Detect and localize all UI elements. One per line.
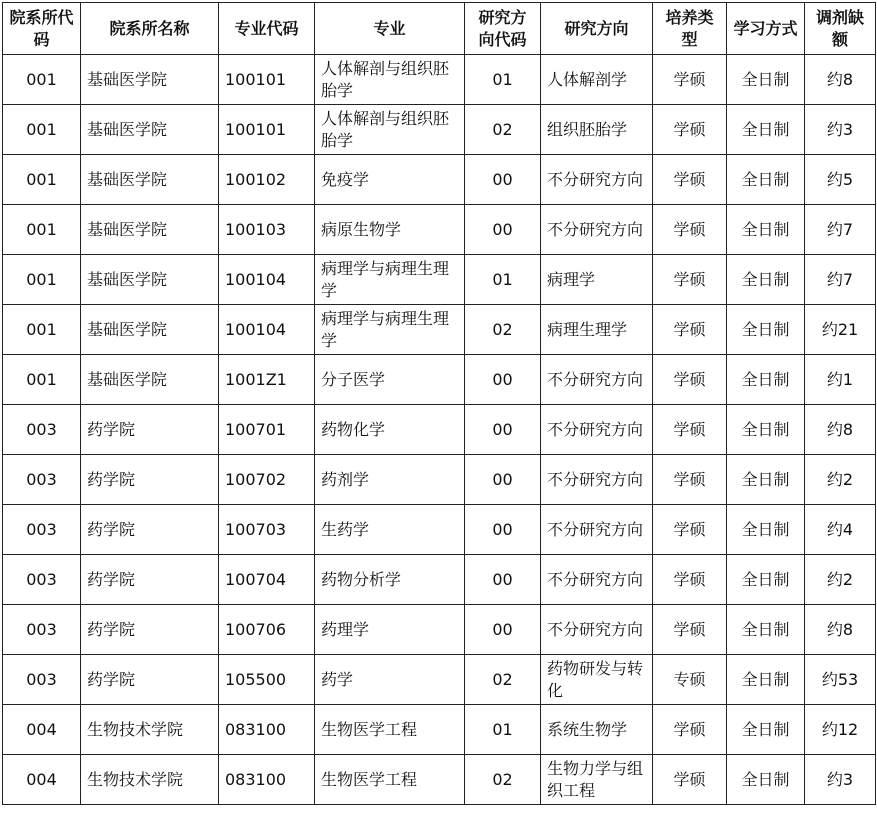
table-row — [3, 605, 876, 655]
major-cell: 生物医学工程 — [315, 705, 465, 755]
dept-name-cell: 基础医学院 — [81, 55, 219, 105]
dept-name-cell: 基础医学院 — [81, 105, 219, 155]
major-code-cell: 100701 — [219, 405, 315, 455]
header-direction: 研究方向 — [541, 3, 653, 55]
major-code-cell: 100704 — [219, 555, 315, 605]
direction-cell: 系统生物学 — [541, 705, 653, 755]
direction-cell: 生物力学与组织工程 — [541, 755, 653, 805]
direction-code-cell: 02 — [465, 305, 541, 355]
header-major-code: 专业代码 — [219, 3, 315, 55]
header-direction-code: 研究方向代码 — [465, 3, 541, 55]
major-code-cell: 105500 — [219, 655, 315, 705]
direction-cell: 不分研究方向 — [541, 355, 653, 405]
vacancy-cell: 约3 — [805, 105, 876, 155]
study-mode-cell: 全日制 — [727, 505, 805, 555]
study-mode-cell: 全日制 — [727, 755, 805, 805]
major-cell: 药物化学 — [315, 405, 465, 455]
study-mode-cell: 全日制 — [727, 655, 805, 705]
major-code-cell: 083100 — [219, 705, 315, 755]
direction-code-cell: 00 — [465, 505, 541, 555]
major-code-cell: 100104 — [219, 305, 315, 355]
table-row — [3, 355, 876, 405]
major-code-cell: 1001Z1 — [219, 355, 315, 405]
direction-cell: 不分研究方向 — [541, 605, 653, 655]
table-row — [3, 455, 876, 505]
training-type-cell: 学硕 — [653, 55, 727, 105]
direction-cell: 不分研究方向 — [541, 555, 653, 605]
vacancy-cell: 约8 — [805, 405, 876, 455]
direction-code-cell: 02 — [465, 755, 541, 805]
vacancy-cell: 约8 — [805, 605, 876, 655]
dept-name-cell: 药学院 — [81, 505, 219, 555]
header-dept-code: 院系所代码 — [3, 3, 81, 55]
direction-code-cell: 01 — [465, 705, 541, 755]
training-type-cell: 学硕 — [653, 505, 727, 555]
dept-name-cell: 基础医学院 — [81, 255, 219, 305]
study-mode-cell: 全日制 — [727, 255, 805, 305]
vacancy-cell: 约8 — [805, 55, 876, 105]
dept-code-cell: 004 — [3, 755, 81, 805]
dept-code-cell: 001 — [3, 155, 81, 205]
dept-name-cell: 基础医学院 — [81, 355, 219, 405]
dept-name-cell: 药学院 — [81, 405, 219, 455]
major-code-cell: 100706 — [219, 605, 315, 655]
major-code-cell: 083100 — [219, 755, 315, 805]
table-row — [3, 105, 876, 155]
dept-name-cell: 生物技术学院 — [81, 755, 219, 805]
dept-code-cell: 001 — [3, 205, 81, 255]
study-mode-cell: 全日制 — [727, 155, 805, 205]
direction-cell: 不分研究方向 — [541, 205, 653, 255]
dept-name-cell: 药学院 — [81, 455, 219, 505]
vacancy-cell: 约2 — [805, 455, 876, 505]
header-row — [3, 3, 876, 55]
table-row — [3, 405, 876, 455]
direction-code-cell: 00 — [465, 155, 541, 205]
major-code-cell: 100101 — [219, 105, 315, 155]
major-code-cell: 100103 — [219, 205, 315, 255]
direction-cell: 不分研究方向 — [541, 155, 653, 205]
vacancy-cell: 约12 — [805, 705, 876, 755]
direction-code-cell: 00 — [465, 205, 541, 255]
vacancy-cell: 约2 — [805, 555, 876, 605]
training-type-cell: 学硕 — [653, 705, 727, 755]
study-mode-cell: 全日制 — [727, 555, 805, 605]
direction-code-cell: 01 — [465, 255, 541, 305]
adjustment-table — [2, 2, 876, 805]
training-type-cell: 学硕 — [653, 405, 727, 455]
major-cell: 病理学与病理生理学 — [315, 305, 465, 355]
major-code-cell: 100702 — [219, 455, 315, 505]
major-cell: 药物分析学 — [315, 555, 465, 605]
training-type-cell: 专硕 — [653, 655, 727, 705]
training-type-cell: 学硕 — [653, 305, 727, 355]
direction-code-cell: 02 — [465, 655, 541, 705]
vacancy-cell: 约1 — [805, 355, 876, 405]
table-row — [3, 655, 876, 705]
study-mode-cell: 全日制 — [727, 605, 805, 655]
dept-name-cell: 药学院 — [81, 555, 219, 605]
major-code-cell: 100104 — [219, 255, 315, 305]
vacancy-cell: 约7 — [805, 205, 876, 255]
table-row — [3, 205, 876, 255]
study-mode-cell: 全日制 — [727, 705, 805, 755]
direction-cell: 药物研发与转化 — [541, 655, 653, 705]
header-dept-name: 院系所名称 — [81, 3, 219, 55]
dept-code-cell: 003 — [3, 555, 81, 605]
major-cell: 药理学 — [315, 605, 465, 655]
header-study-mode: 学习方式 — [727, 3, 805, 55]
direction-cell: 病理学 — [541, 255, 653, 305]
training-type-cell: 学硕 — [653, 355, 727, 405]
dept-code-cell: 003 — [3, 655, 81, 705]
dept-name-cell: 生物技术学院 — [81, 705, 219, 755]
dept-code-cell: 001 — [3, 305, 81, 355]
table-header — [3, 3, 876, 55]
training-type-cell: 学硕 — [653, 555, 727, 605]
training-type-cell: 学硕 — [653, 605, 727, 655]
dept-code-cell: 003 — [3, 405, 81, 455]
training-type-cell: 学硕 — [653, 155, 727, 205]
dept-name-cell: 基础医学院 — [81, 305, 219, 355]
vacancy-cell: 约7 — [805, 255, 876, 305]
direction-cell: 病理生理学 — [541, 305, 653, 355]
direction-cell: 不分研究方向 — [541, 505, 653, 555]
direction-cell: 不分研究方向 — [541, 455, 653, 505]
study-mode-cell: 全日制 — [727, 355, 805, 405]
direction-code-cell: 00 — [465, 405, 541, 455]
direction-cell: 不分研究方向 — [541, 405, 653, 455]
dept-code-cell: 001 — [3, 255, 81, 305]
direction-code-cell: 00 — [465, 455, 541, 505]
study-mode-cell: 全日制 — [727, 205, 805, 255]
major-cell: 人体解剖与组织胚胎学 — [315, 105, 465, 155]
header-major: 专业 — [315, 3, 465, 55]
table-row — [3, 755, 876, 805]
table-row — [3, 705, 876, 755]
study-mode-cell: 全日制 — [727, 305, 805, 355]
dept-code-cell: 001 — [3, 355, 81, 405]
dept-code-cell: 001 — [3, 55, 81, 105]
table-row — [3, 255, 876, 305]
direction-code-cell: 01 — [465, 55, 541, 105]
dept-name-cell: 基础医学院 — [81, 155, 219, 205]
training-type-cell: 学硕 — [653, 205, 727, 255]
vacancy-cell: 约3 — [805, 755, 876, 805]
table-row — [3, 555, 876, 605]
direction-code-cell: 00 — [465, 355, 541, 405]
table-row — [3, 55, 876, 105]
major-cell: 药剂学 — [315, 455, 465, 505]
study-mode-cell: 全日制 — [727, 405, 805, 455]
dept-name-cell: 药学院 — [81, 655, 219, 705]
direction-code-cell: 00 — [465, 605, 541, 655]
table-row — [3, 305, 876, 355]
major-code-cell: 100102 — [219, 155, 315, 205]
major-cell: 免疫学 — [315, 155, 465, 205]
major-cell: 药学 — [315, 655, 465, 705]
study-mode-cell: 全日制 — [727, 55, 805, 105]
dept-name-cell: 基础医学院 — [81, 205, 219, 255]
direction-code-cell: 00 — [465, 555, 541, 605]
direction-cell: 组织胚胎学 — [541, 105, 653, 155]
major-cell: 生药学 — [315, 505, 465, 555]
dept-code-cell: 004 — [3, 705, 81, 755]
major-cell: 生物医学工程 — [315, 755, 465, 805]
major-code-cell: 100703 — [219, 505, 315, 555]
vacancy-cell: 约4 — [805, 505, 876, 555]
dept-code-cell: 003 — [3, 455, 81, 505]
table-body — [3, 55, 876, 805]
major-cell: 分子医学 — [315, 355, 465, 405]
major-cell: 人体解剖与组织胚胎学 — [315, 55, 465, 105]
major-cell: 病原生物学 — [315, 205, 465, 255]
major-cell: 病理学与病理生理学 — [315, 255, 465, 305]
vacancy-cell: 约53 — [805, 655, 876, 705]
training-type-cell: 学硕 — [653, 455, 727, 505]
table-row — [3, 505, 876, 555]
table-row — [3, 155, 876, 205]
header-vacancy: 调剂缺额 — [805, 3, 876, 55]
dept-code-cell: 003 — [3, 605, 81, 655]
training-type-cell: 学硕 — [653, 755, 727, 805]
header-training-type: 培养类型 — [653, 3, 727, 55]
vacancy-cell: 约5 — [805, 155, 876, 205]
direction-cell: 人体解剖学 — [541, 55, 653, 105]
training-type-cell: 学硕 — [653, 255, 727, 305]
study-mode-cell: 全日制 — [727, 105, 805, 155]
training-type-cell: 学硕 — [653, 105, 727, 155]
dept-code-cell: 003 — [3, 505, 81, 555]
major-code-cell: 100101 — [219, 55, 315, 105]
vacancy-cell: 约21 — [805, 305, 876, 355]
study-mode-cell: 全日制 — [727, 455, 805, 505]
dept-code-cell: 001 — [3, 105, 81, 155]
direction-code-cell: 02 — [465, 105, 541, 155]
dept-name-cell: 药学院 — [81, 605, 219, 655]
